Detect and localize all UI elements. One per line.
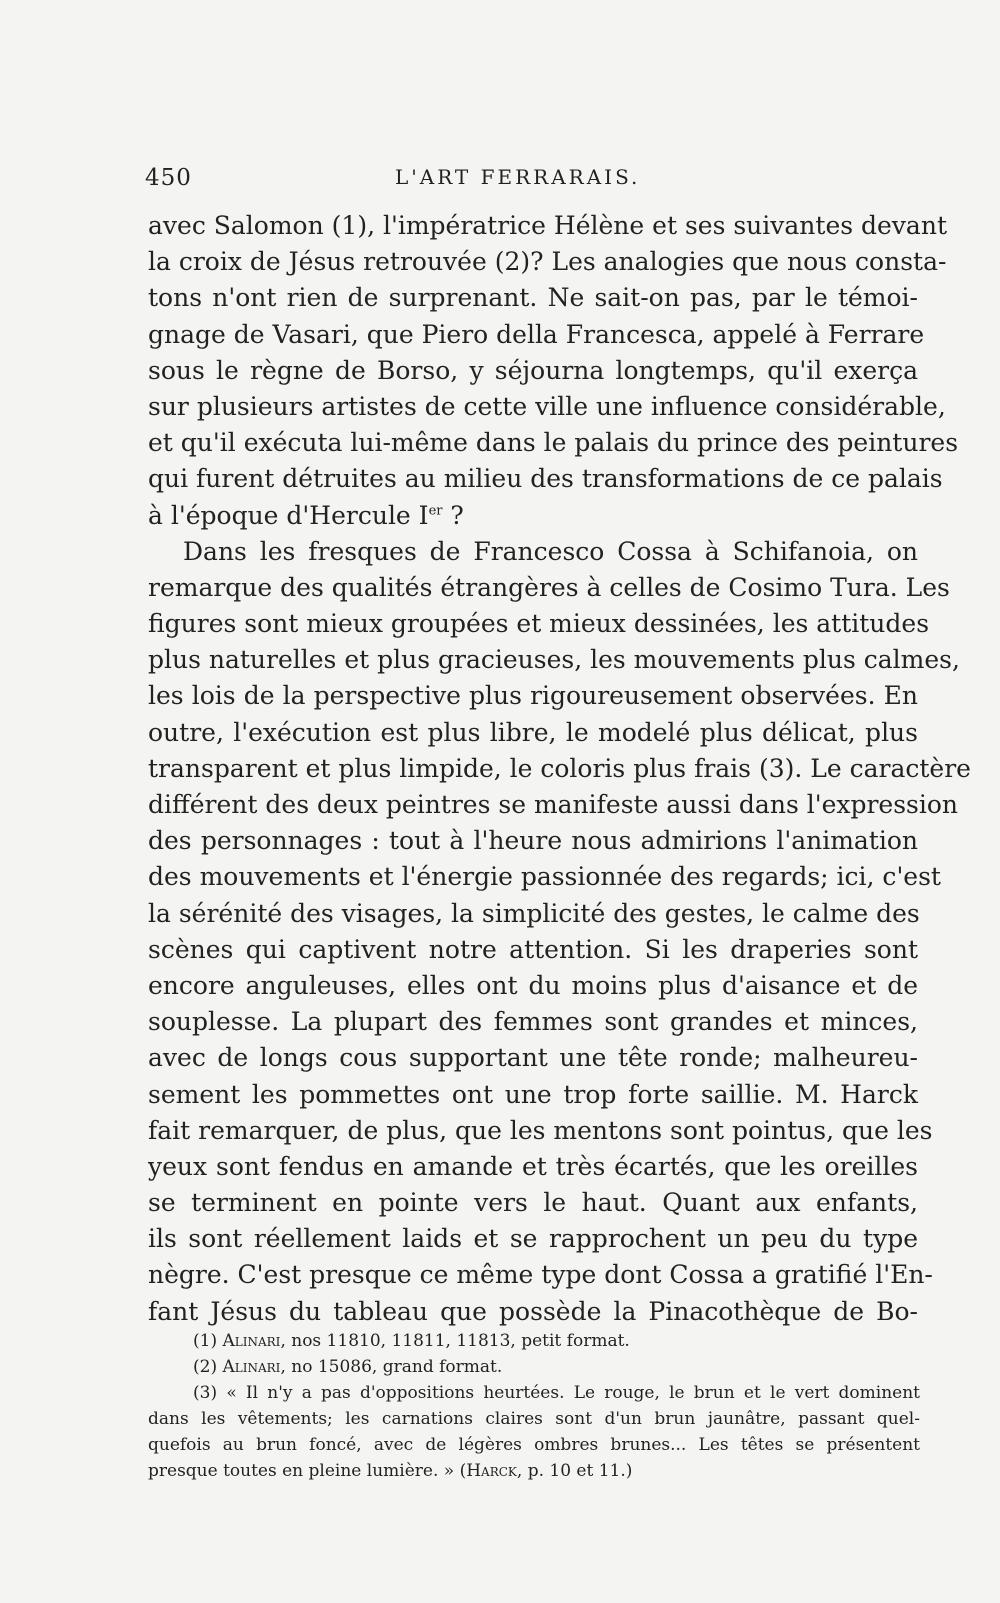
footnote-text: presque toutes en pleine lumière. » ( [148,1461,467,1481]
text-line: yeux sont fendus en amande et très écartés, que les oreilles [148,1151,918,1181]
text-fragment: à l'époque d'Hercule I [148,500,429,530]
text-line: sur plusieurs artistes de cette ville une influence considérable, [148,391,946,421]
text-line: gnage de Vasari, que Piero della Francesca, appelé à Ferrare [148,319,925,349]
footnote-3-line [148,1458,920,1484]
source-name: Harck [466,1461,517,1481]
footnote-text: , no 15086, grand format. [280,1357,503,1377]
text-line: tons n'ont rien de surprenant. Ne sait-on pas, par le témoi- [148,283,918,313]
text-line: fait remarquer, de plus, que les mentons sont pointus, que les [148,1115,933,1145]
footnote-mark: (1) [193,1331,218,1351]
source-name: Alinari [222,1357,281,1377]
text-line: la sérénité des visages, la simplicité des gestes, le calme des [148,898,920,928]
footnote-2 [148,1354,920,1380]
text-line: figures sont mieux groupées et mieux dessinées, les attitudes [148,609,930,639]
footnote-1 [148,1328,920,1354]
footnote-3-line: dans les vêtements; les carnations claires sont d'un brun jaunâtre, passant quel- [148,1409,920,1429]
text-line: souplesse. La plupart des femmes sont grandes et minces, [148,1007,918,1037]
text-line: différent des deux peintres se manifeste aussi dans l'expression [148,790,959,819]
text-line: avec Salomon (1), l'impératrice Hélène et ses suivantes devant [148,211,947,240]
text-line: la croix de Jésus retrouvée (2)? Les analogies que nous consta- [148,247,947,277]
footnotes [148,1328,920,1484]
page-number: 450 [145,165,192,191]
text-line: ils sont réellement laids et se rapprochent un peu du type [148,1224,918,1254]
text-line: sement les pommettes ont une trop forte saillie. M. Harck [148,1079,918,1109]
text-line: fant Jésus du tableau que possède la Pinacothèque de Bo- [148,1296,918,1326]
footnote-text: , nos 11810, 11811, 11813, petit format. [280,1331,630,1351]
text-fragment: ? [442,500,464,530]
source-name: Alinari [222,1331,281,1351]
text-line: et qu'il exécuta lui-même dans le palais du prince des peintures [148,428,959,458]
text-line: des personnages : tout à l'heure nous admirions l'animation [148,826,918,856]
footnote-mark: (3) [193,1383,218,1403]
text-line: outre, l'exécution est plus libre, le modelé plus délicat, plus [148,717,918,747]
text-line: qui furent détruites au milieu des transformations de ce palais [148,464,943,494]
text-line: des mouvements et l'énergie passionnée des regards; ici, c'est [148,862,941,892]
superscript: er [428,503,443,519]
text-line: plus naturelles et plus gracieuses, les mouvements plus calmes, [148,645,960,675]
footnote-3-line: quefois au brun foncé, avec de légères ombres brunes... Les têtes se présentent [148,1435,920,1455]
text-line: se terminent en pointe vers le haut. Quant aux enfants, [148,1188,918,1218]
footnote-text: « Il n'y a pas d'oppositions heurtées. Le rouge, le brun et le vert dominent [226,1383,921,1403]
text-line: remarque des qualités étrangères à celles de Cosimo Tura. Les [148,572,950,602]
text-line: encore anguleuses, elles ont du moins plus d'aisance et de [148,970,918,1000]
text-line: avec de longs cous supportant une tête ronde; malheureu- [148,1043,918,1073]
page-header [145,165,915,205]
footnote-3-line [148,1380,920,1406]
running-title: L'ART FERRARAIS. [395,165,641,189]
text-line: les lois de la perspective plus rigoureusement observées. En [148,681,918,711]
text-line: transparent et plus limpide, le coloris plus frais (3). Le caractère [148,753,971,783]
text-line: Dans les fresques de Francesco Cossa à Schifanoia, on [183,536,918,566]
body-text [148,208,971,1330]
footnote-mark: (2) [193,1357,218,1377]
text-line: scènes qui captivent notre attention. Si les draperies sont [148,934,918,964]
text-line: nègre. C'est presque ce même type dont Cossa a gratifié l'En- [148,1260,933,1290]
footnote-text: , p. 10 et 11.) [516,1461,633,1481]
text-line [148,498,918,534]
text-line: sous le règne de Borso, y séjourna longtemps, qu'il exerça [148,355,918,385]
